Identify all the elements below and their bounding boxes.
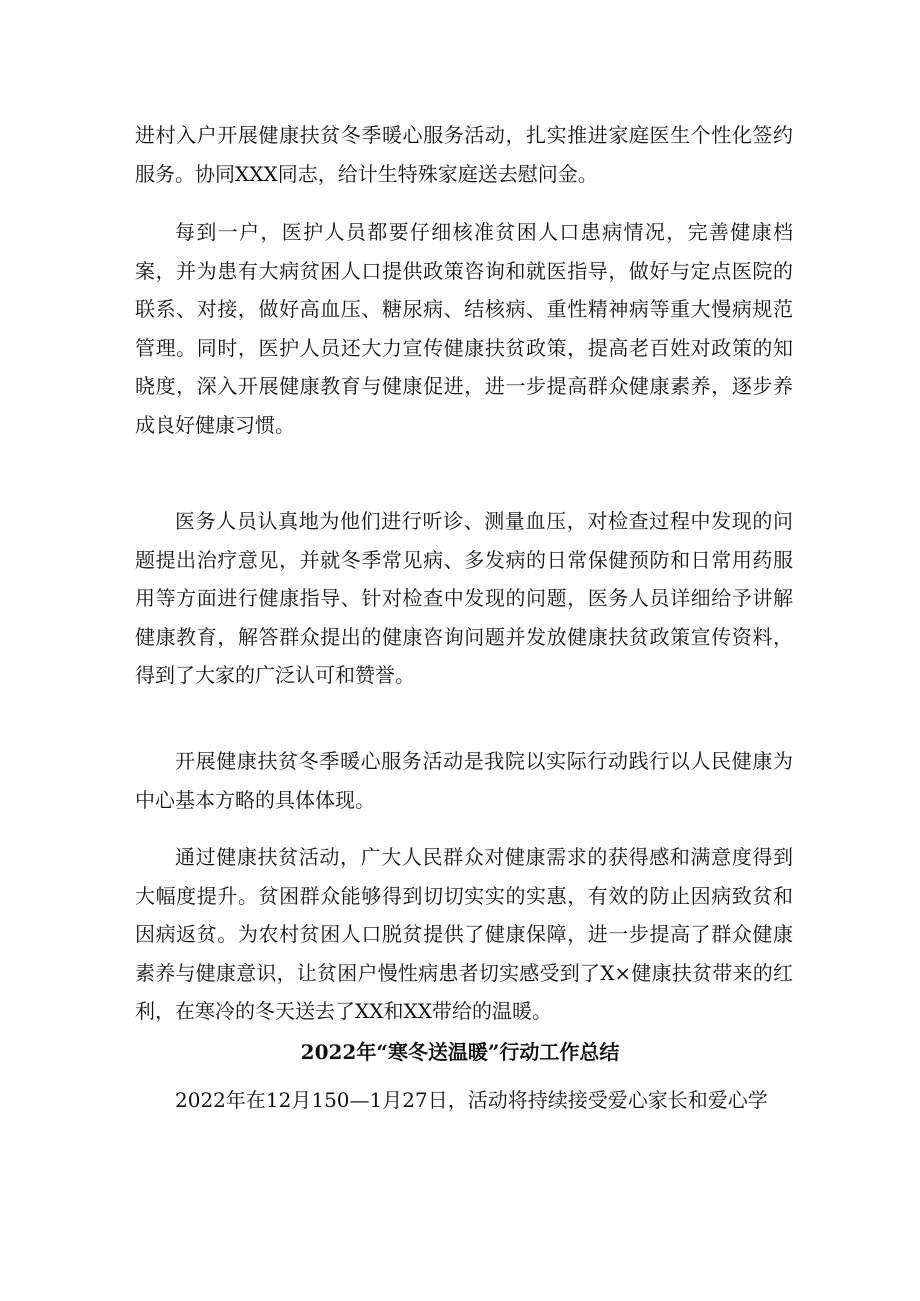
paragraph-continuation: 进村入户开展健康扶贫冬季暖心服务活动，扎实推进家庭医生个性化签约服务。协同XXX同志，给计生特殊家庭送去慰问金。	[135, 123, 793, 186]
paragraph-medical-visits: 每到一户，医护人员都要仔细核准贫困人口患病情况，完善健康档案，并为患有大病贫困人口提供政策咨询和就医指导，做好与定点医院的联系、对接，做好高血压、糖尿病、结核病、重性精神病等重大慢病规范管理。同时，医护人员还大力宣传健康扶贫政策，提高老百姓对政策的知晓度，深入开展健康教育与健康促进，进一步提高群众健康素养，逐步养成良好健康习惯。	[135, 220, 793, 437]
paragraph-activity-significance: 开展健康扶贫冬季暖心服务活动是我院以实际行动践行以人民健康为中心基本方略的具体体现。	[135, 749, 793, 812]
paragraph-activity-results: 通过健康扶贫活动，广大人民群众对健康需求的获得感和满意度得到大幅度提升。贫困群众能够得到切切实实的实惠，有效的防止因病致贫和因病返贫。为农村贫困人口脱贫提供了健康保障，进一步提高了群众健康素养与健康意识，让贫困户慢性病患者切实感受到了X×健康扶贫带来的红利，在寒冷的冬天送去了XX和XX带给的温暖。	[135, 845, 793, 1024]
section-heading: 2022年“寒冬送温暖”行动工作总结	[300, 1040, 620, 1064]
paragraph-winter-campaign: 2022年在12月150—1月27日，活动将持续接受爱心家长和爱心学	[175, 1088, 768, 1112]
paragraph-health-guidance: 医务人员认真地为他们进行听诊、测量血压，对检查过程中发现的问题提出治疗意见，并就冬季常见病、多发病的日常保健预防和日常用药服用等方面进行健康指导、针对检查中发现的问题，医务人员详细给予讲解健康教育，解答群众提出的健康咨询问题并发放健康扶贫政策宣传资料，得到了大家的广泛认可和赞誉。	[135, 509, 793, 688]
